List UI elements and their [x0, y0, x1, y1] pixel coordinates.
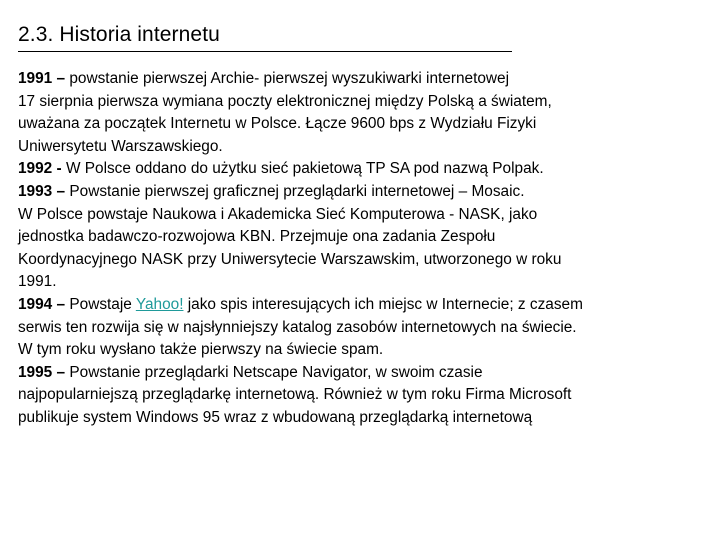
year-separator: – — [52, 70, 70, 87]
line-1995 — [18, 362, 708, 385]
line-1993 — [18, 181, 708, 204]
history-content — [18, 68, 708, 430]
line-text-row: Uniwersytetu Warszawskiego. — [18, 137, 223, 155]
line-text-row: 17 sierpnia pierwsza wymiana poczty elektronicznej między Polską a światem, — [18, 92, 552, 110]
year-separator: – — [52, 295, 70, 313]
line-text-row: Koordynacyjnego NASK przy Uniwersytecie Warszawskim, utworzonego w roku — [18, 250, 562, 268]
line-1992 — [18, 158, 708, 181]
line-text-row: serwis ten rozwija się w najsłynniejszy katalog zasobów internetowych na świecie. — [18, 318, 577, 336]
year-label: 1995 — [18, 363, 53, 381]
line-text: W Polsce oddano do użytku sieć pakietową TP SA pod nazwą Polpak. — [65, 160, 544, 178]
line-text: Powstanie pierwszej graficznej przeglądarki internetowej – Mosaic. — [69, 182, 525, 200]
year-separator: - — [52, 160, 66, 178]
line-text: Powstanie przeglądarki Netscape Navigator, w swoim czasie — [69, 363, 483, 381]
year-separator: – — [52, 363, 70, 381]
line-text-row: W tym roku wysłano także pierwszy na świecie spam. — [18, 341, 384, 359]
year-label: 1994 — [18, 295, 53, 313]
page-title: 2.3. Historia internetu — [18, 23, 220, 46]
line-text: jako spis interesujących ich miejsc w Internecie; z czasem — [183, 295, 583, 313]
line-text-row: W Polsce powstaje Naukowa i Akademicka Sieć Komputerowa - NASK, jako — [18, 205, 538, 223]
line-text-row: jednostka badawczo-rozwojowa KBN. Przejmuje ona zadania Zespołu — [18, 228, 496, 246]
year-label: 1993 — [18, 182, 53, 200]
year-label: 1992 — [18, 160, 53, 178]
title-divider — [18, 51, 512, 52]
line-text-row: najpopularniejszą przeglądarkę internetową. Również w tym roku Firma Microsoft — [18, 386, 572, 404]
year-separator: – — [52, 182, 70, 200]
line-text-row: publikuje system Windows 95 wraz z wbudowaną przeglądarką internetową — [18, 408, 533, 426]
line-text-row: 1991. — [18, 273, 57, 291]
line-1991 — [18, 68, 708, 91]
line-text: Powstaje — [69, 295, 136, 313]
yahoo-link[interactable]: Yahoo! — [135, 295, 184, 313]
line-text: powstanie pierwszej Archie- pierwszej wyszukiwarki internetowej — [69, 70, 510, 87]
line-text-row: uważana za początek Internetu w Polsce. Łącze 9600 bps z Wydziału Fizyki — [18, 115, 537, 133]
year-label: 1991 — [18, 70, 53, 87]
line-1994 — [18, 294, 708, 317]
